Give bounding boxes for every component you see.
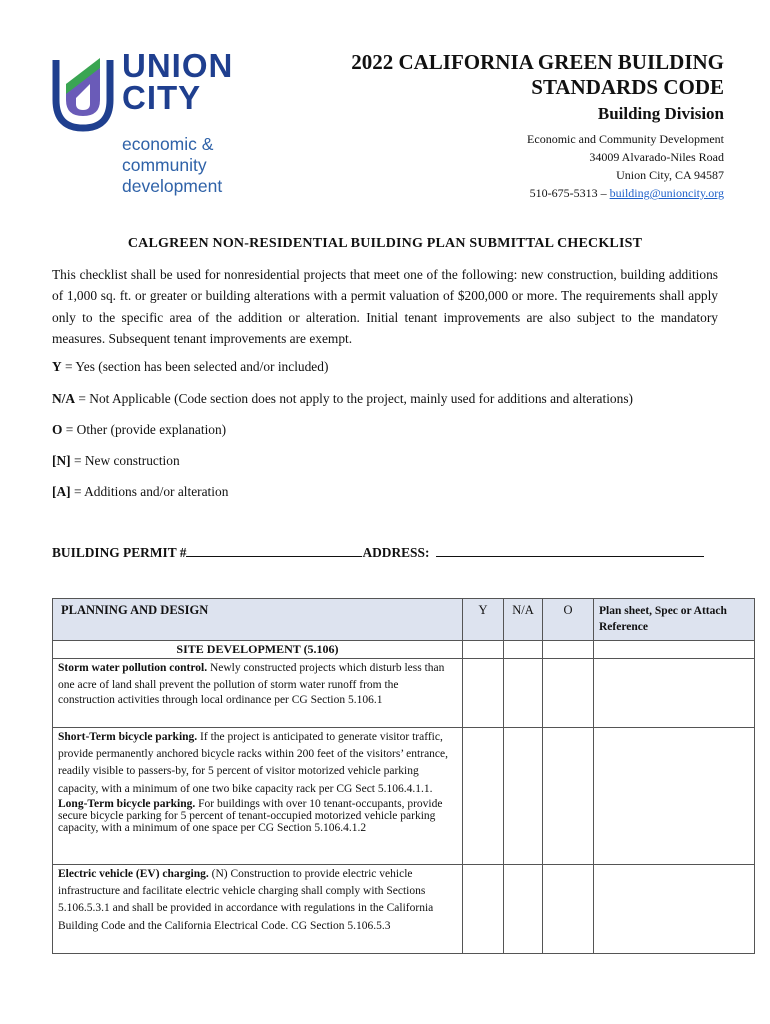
header-category: PLANNING AND DESIGN xyxy=(53,599,463,641)
na-checkbox-cell[interactable] xyxy=(504,728,543,865)
table-row xyxy=(53,728,755,865)
section-cell xyxy=(594,641,755,659)
legend-additions xyxy=(52,483,742,501)
address-field[interactable] xyxy=(436,544,704,557)
item-text: Newly constructed projects which disturb less than one acre of land shall prevent the pollution of storm water runoff from the xyxy=(58,662,445,692)
na-checkbox-cell[interactable] xyxy=(504,865,543,954)
reference-cell[interactable] xyxy=(594,659,755,728)
yes-checkbox-cell[interactable] xyxy=(463,728,504,865)
logo-subtitle xyxy=(122,134,222,197)
logo-sub-line1: economic & xyxy=(122,134,214,154)
na-checkbox-cell[interactable] xyxy=(504,659,543,728)
item-storm-water xyxy=(53,659,463,728)
union-city-logo-mark xyxy=(52,54,114,134)
item-extra xyxy=(58,798,457,834)
section-cell xyxy=(504,641,543,659)
table-row xyxy=(53,865,755,954)
item-extra: construction activities through local ordinance per CG Section 5.106.1 xyxy=(58,694,383,707)
logo-union-text: UNION xyxy=(122,47,234,84)
logo-wordmark xyxy=(122,47,234,116)
section-row xyxy=(53,641,755,659)
header-street: 34009 Alvarado-Niles Road xyxy=(589,150,724,164)
item-ev-charging xyxy=(53,865,463,954)
item-title: Storm water pollution control. xyxy=(58,662,208,674)
header-phone: 510-675-5313 – xyxy=(529,186,607,200)
legend-desc: = Additions and/or alteration xyxy=(70,484,229,499)
logo-sub-line3: development xyxy=(122,176,223,196)
address-label: ADDRESS: xyxy=(362,545,430,560)
item-text-2: For buildings with over 10 tenant-occupants, provide secure bicycle parking for 5 percent of tenant-occupied motorized vehicle parking capacity, with a minimum of one space per CG Section 5.106.4.1.2 xyxy=(58,797,443,834)
legend-key: [A] xyxy=(52,484,71,499)
yes-checkbox-cell[interactable] xyxy=(463,659,504,728)
permit-label: BUILDING PERMIT # xyxy=(52,545,187,560)
item-title-2: Long-Term bicycle parking. xyxy=(58,797,196,810)
section-cell xyxy=(463,641,504,659)
header-title-line2: STANDARDS CODE xyxy=(531,75,724,99)
reference-cell[interactable] xyxy=(594,728,755,865)
legend-key: N/A xyxy=(52,391,76,406)
permit-number-field[interactable] xyxy=(186,544,362,557)
header-address xyxy=(351,130,724,202)
other-checkbox-cell[interactable] xyxy=(543,865,594,954)
intro-paragraph: This checklist shall be used for nonresidential projects that meet one of the following: new construction, building additions of 1,000 sq. ft. or greater or building alterations with a permit valuation of $200,000 or more. The requirements shall apply only to the specific area of the addition or alteration. Initial tenant improvements are also subject to the mandatory measures. Subsequent tenant improvements are exempt. xyxy=(52,267,718,346)
item-text: If the project is anticipated to generate visitor traffic, provide permanently anchored bicycle racks within 200 feet of the visitors’ entrance, readily visible to passers-by, for 5 percent of visitor motorized vehicle parking capacity, with a minimum of one two bike capacity rack per CG Sect 5.106.4.1.1. xyxy=(58,731,449,795)
legend-desc: = Yes (section has been selected and/or included) xyxy=(61,359,329,374)
table-row xyxy=(53,659,755,728)
section-cell xyxy=(543,641,594,659)
header-title-line1: 2022 CALIFORNIA GREEN BUILDING xyxy=(351,50,724,74)
header-email-link[interactable]: building@unioncity.org xyxy=(609,186,724,200)
header-city: Union City, CA 94587 xyxy=(616,168,724,182)
legend-desc: = New construction xyxy=(70,453,180,468)
legend-na xyxy=(52,390,742,408)
yes-checkbox-cell[interactable] xyxy=(463,865,504,954)
item-title: Electric vehicle (EV) charging. xyxy=(58,868,209,880)
header-dept: Economic and Community Development xyxy=(527,132,724,146)
legend-desc: = Other (provide explanation) xyxy=(62,422,227,437)
legend-other xyxy=(52,421,742,439)
union-city-logo xyxy=(52,47,252,200)
reference-cell[interactable] xyxy=(594,865,755,954)
item-text: (N) Construction to provide electric vehicle infrastructure and facilitate electric vehicle charging shall comply with Sections 5.106.5.3.1 and shall be provided in accordance with regulations in the California Building Code and the California Electrical Code. CG Section 5.106.5.3 xyxy=(58,868,434,932)
logo-sub-line2: community xyxy=(122,155,207,175)
header-reference: Plan sheet, Spec or Attach Reference xyxy=(594,599,755,641)
header-contact xyxy=(351,184,724,202)
document-header xyxy=(351,50,724,202)
table-header-row xyxy=(53,599,755,641)
permit-address-line xyxy=(52,544,704,561)
header-yes: Y xyxy=(463,599,504,641)
header-other: O xyxy=(543,599,594,641)
other-checkbox-cell[interactable] xyxy=(543,728,594,865)
legend-key: [N] xyxy=(52,453,71,468)
header-na: N/A xyxy=(504,599,543,641)
checklist-title: CALGREEN NON-RESIDENTIAL BUILDING PLAN SUBMITTAL CHECKLIST xyxy=(127,236,643,251)
item-bicycle-parking xyxy=(53,728,463,865)
legend-yes xyxy=(52,358,742,376)
legend-key: O xyxy=(52,422,63,437)
checklist-table xyxy=(52,598,755,954)
legend-desc: = Not Applicable (Code section does not apply to the project, mainly used for additions and alterations) xyxy=(75,391,633,406)
item-title: Short-Term bicycle parking. xyxy=(58,731,198,743)
other-checkbox-cell[interactable] xyxy=(543,659,594,728)
header-division: Building Division xyxy=(597,104,724,123)
section-title: SITE DEVELOPMENT (5.106) xyxy=(53,641,463,659)
legend-new xyxy=(52,452,742,470)
logo-city-text: CITY xyxy=(122,79,202,116)
legend-key: Y xyxy=(52,359,62,374)
